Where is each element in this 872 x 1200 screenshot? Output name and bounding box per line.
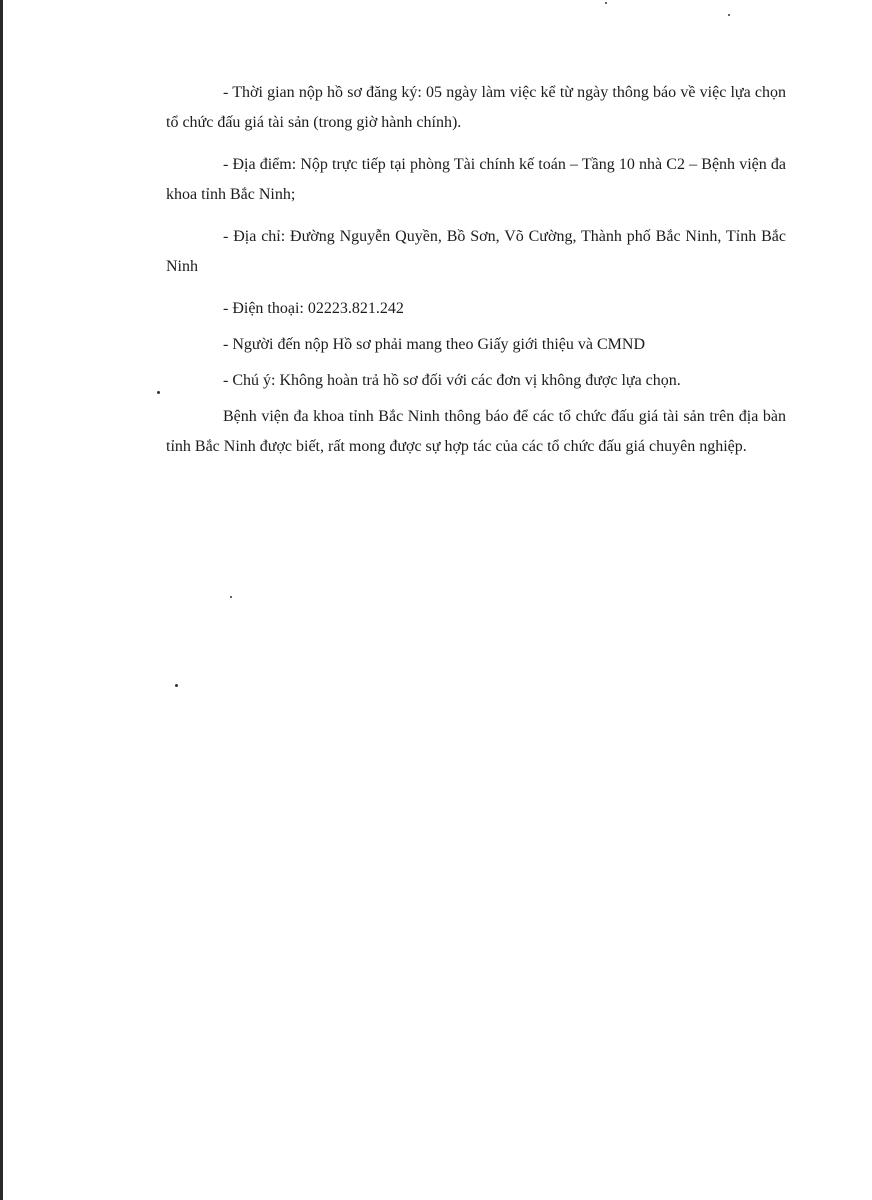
paragraph-closing: Bệnh viện đa khoa tỉnh Bắc Ninh thông báo để các tổ chức đấu giá tài sản trên địa bàn tỉnh Bắc Ninh được biết, rất mong được sự hợp tác của các tổ chức đấu giá chuyên nghiệp. [166,408,786,455]
paragraph-note: - Chú ý: Không hoàn trả hồ sơ đối với các đơn vị không được lựa chọn. [223,372,681,389]
paragraph-phone: - Điện thoại: 02223.821.242 [223,300,404,317]
document-body [166,78,786,474]
paragraph-submission-time: - Thời gian nộp hồ sơ đăng ký: 05 ngày làm việc kể từ ngày thông báo về việc lựa chọn tổ chức đấu giá tài sản (trong giờ hành chính). [166,84,786,131]
scan-edge [0,0,3,1200]
paragraph-location: - Địa điểm: Nộp trực tiếp tại phòng Tài chính kế toán – Tầng 10 nhà C2 – Bệnh viện đa khoa tỉnh Bắc Ninh; [166,156,786,203]
paragraph-requirements: - Người đến nộp Hồ sơ phải mang theo Giấy giới thiệu và CMND [223,336,645,353]
scan-speck [605,2,607,4]
scan-speck [175,684,178,687]
scan-speck [157,391,160,394]
scan-speck [230,596,232,598]
paragraph-address: - Địa chỉ: Đường Nguyễn Quyền, Bồ Sơn, Võ Cường, Thành phố Bắc Ninh, Tỉnh Bắc Ninh [166,228,786,275]
scan-speck [728,14,730,16]
